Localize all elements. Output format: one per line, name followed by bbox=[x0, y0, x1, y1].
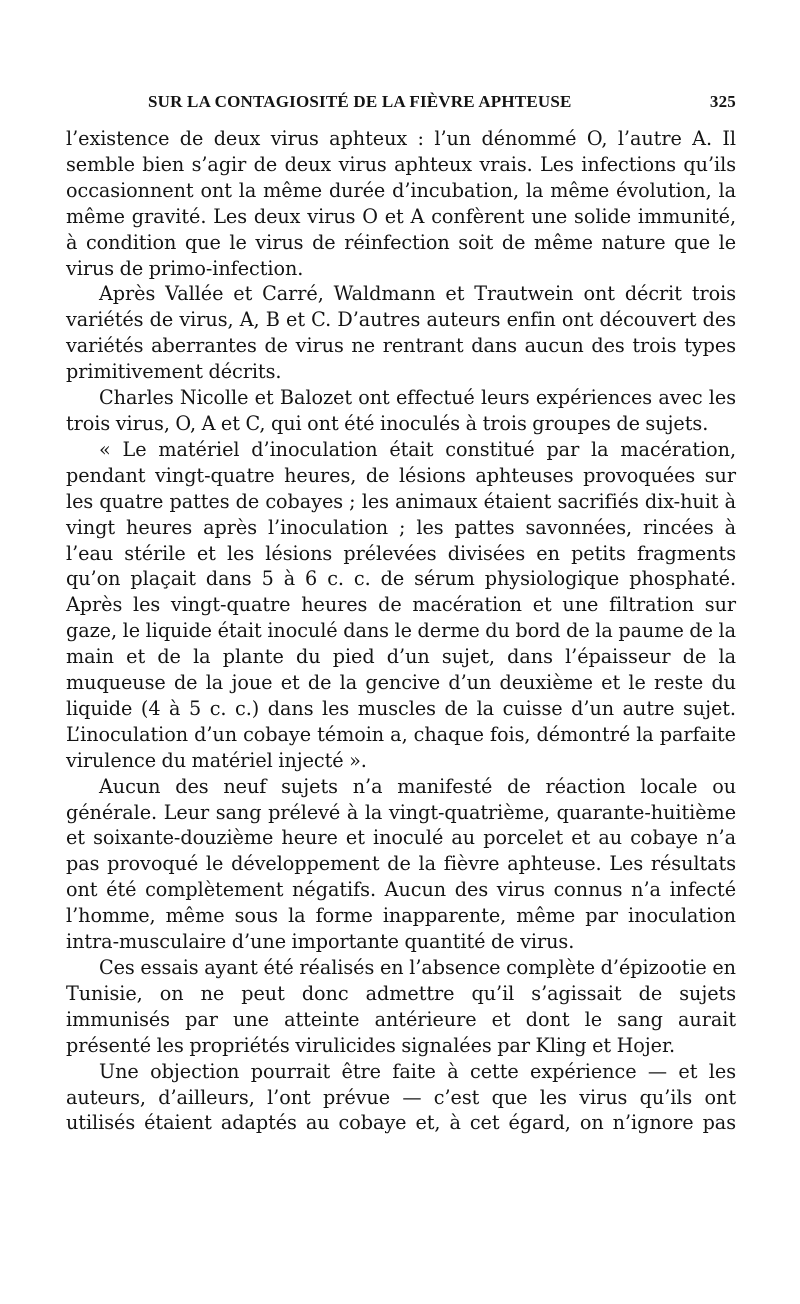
page-number: 325 bbox=[709, 92, 736, 111]
paragraph-results: Aucun des neuf sujets n’a manifesté de réaction locale ou générale. Leur sang prélevé à la vingt-quatrième, quarante-huitième et soixante-douzième heure et inoculé au porcelet et au cobaye n’a pas provoqué le développement de la fièvre aphteuse. Les résultats ont été complètement négatifs. Aucun des virus connus n’a infecté l’homme, même sous la forme inapparente, même par inoculation intra-musculaire d’une importante quantité de virus. bbox=[66, 774, 736, 954]
paragraph-continued: l’existence de deux virus aphteux : l’un dénommé O, l’autre A. Il semble bien s’agir de deux virus aphteux vrais. Les infections qu’ils occasionnent ont la même durée d’incubation, la même évolution, la même gravité. Les deux virus O et A confèrent une solide immunité, à condition que le virus de réinfection soit de même nature que le virus de primo-infection. bbox=[66, 127, 736, 280]
running-head bbox=[66, 92, 736, 126]
paragraph-tunisia: Ces essais ayant été réalisés en l’absence complète d’épizootie en Tunisie, on ne peut donc admettre qu’il s’agissait de sujets immunisés par une atteinte antérieure et dont le sang aurait présenté les propriétés virulicides signalées par Kling et Hojer. bbox=[66, 956, 736, 1057]
paragraph-quotation: « Le matériel d’inoculation était constitué par la macération, pendant vingt-quatre heures, de lésions aphteuses provoquées sur les quatre pattes de cobayes ; les animaux étaient sacrifiés dix-huit à vingt heures après l’inoculation ; les pattes savonnées, rincées à l’eau stérile et les lésions prélevées divisées en petits fragments qu’on plaçait dans 5 à 6 c. c. de sérum physiologique phosphaté. Après les vingt-quatre heures de macération et une filtration sur gaze, le liquide était inoculé dans le derme du bord de la paume de la main et de la plante du pied d’un sujet, dans l’épaisseur de la muqueuse de la joue et de la gencive d’un deuxième et le reste du liquide (4 à 5 c. c.) dans les muscles de la cuisse d’un autre sujet. L’inoculation d’un cobaye témoin a, chaque fois, démontré la parfaite virulence du matériel injecté ». bbox=[66, 437, 736, 772]
body-text bbox=[66, 126, 736, 1136]
paragraph-virus-varieties: Après Vallée et Carré, Waldmann et Trautwein ont décrit trois variétés de virus, A, B et C. D’autres auteurs enfin ont découvert des variétés aberrantes de virus ne rentrant dans aucun des trois types primitivement décrits. bbox=[66, 282, 736, 384]
paragraph-objection: Une objection pourrait être faite à cette expérience — et les auteurs, d’ailleurs, l’ont prévue — c’est que les virus qu’ils ont utilisés étaient adaptés au cobaye et, à cet égard, on n’ignore pas bbox=[66, 1059, 736, 1135]
paragraph-nicolle-balozet: Charles Nicolle et Balozet ont effectué leurs expériences avec les trois virus, O, A et C, qui ont été inoculés à trois groupes de sujets. bbox=[66, 386, 736, 435]
running-title: SUR LA CONTAGIOSITÉ DE LA FIÈVRE APHTEUSE bbox=[148, 92, 572, 111]
book-page bbox=[66, 92, 736, 1136]
